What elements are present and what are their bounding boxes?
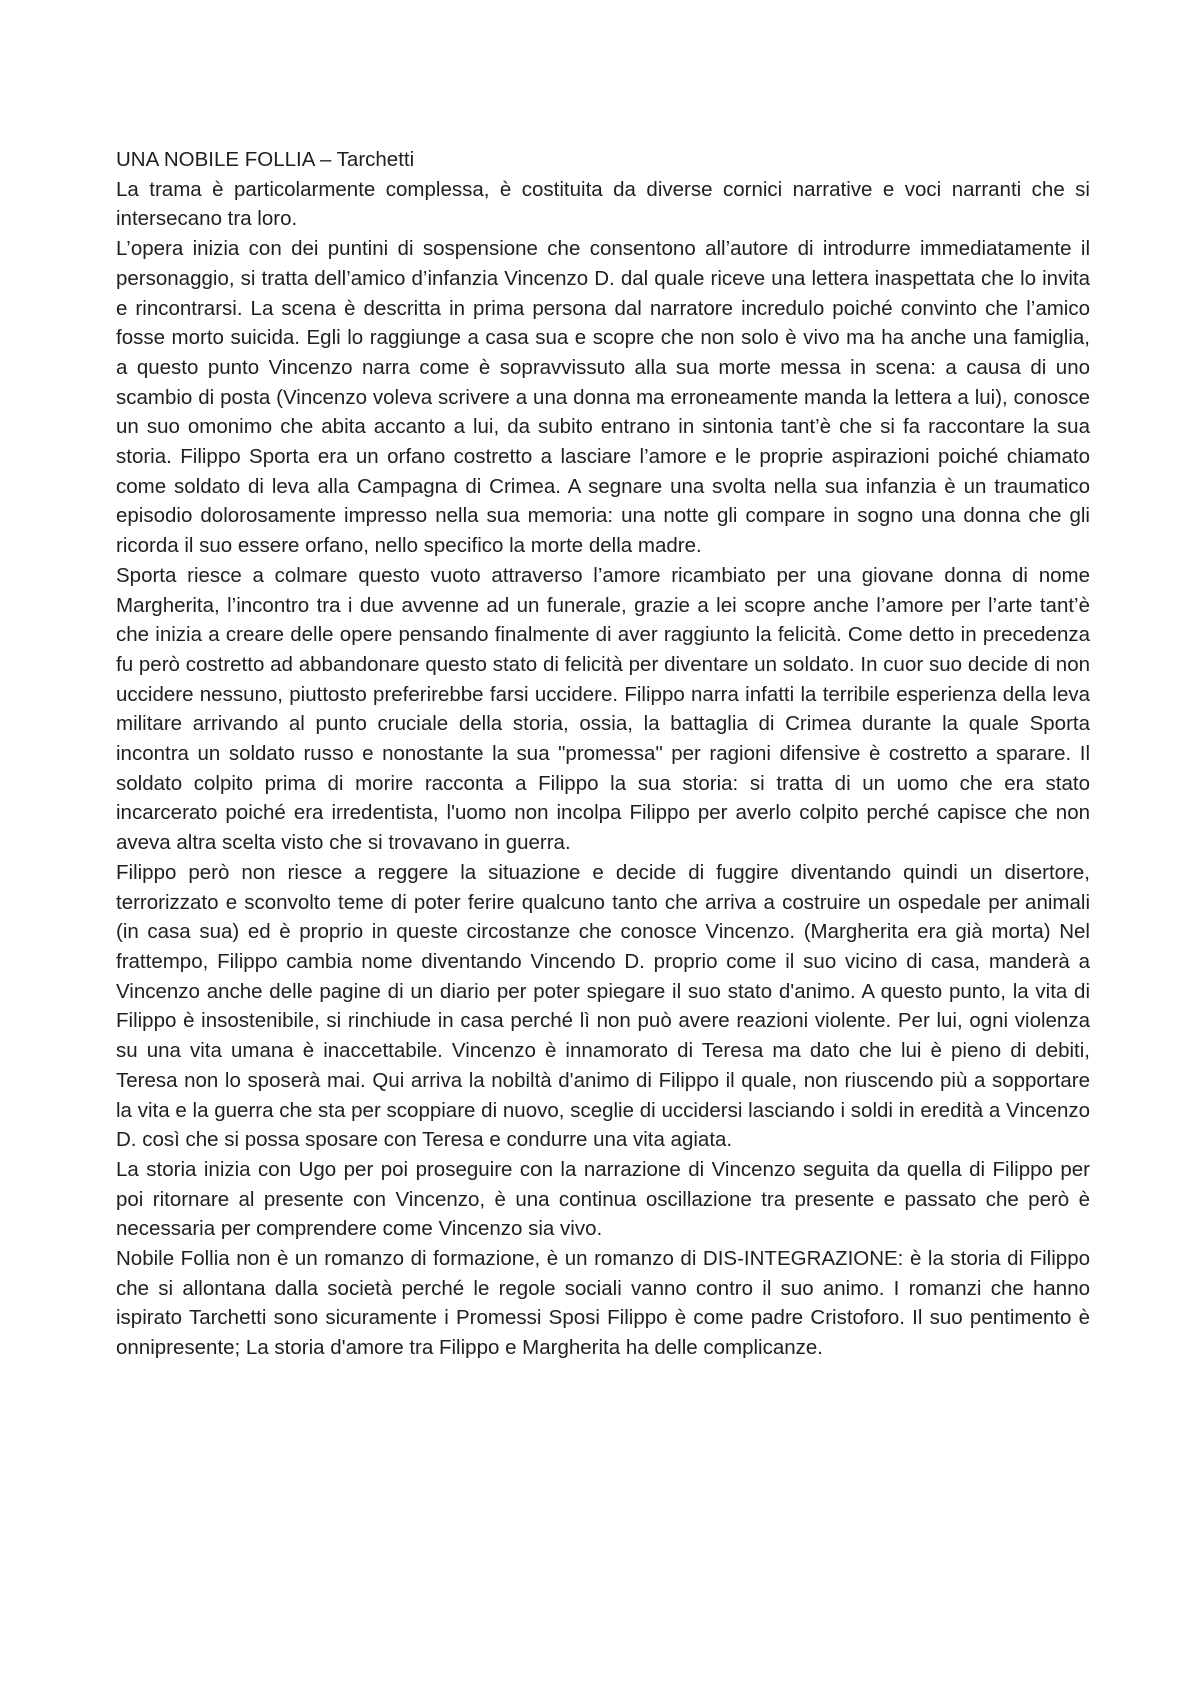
paragraph: Filippo però non riesce a reggere la situazione e decide di fuggire diventando quindi un disertore, terrorizzato e sconvolto teme di poter ferire qualcuno tanto che arriva a costruire un ospedale per animali (in casa sua) ed è proprio in queste circostanze che conosce Vincenzo. (Margherita era già morta) Nel frattempo, Filippo cambia nome diventando Vincendo D. proprio come il suo vicino di casa, manderà a Vincenzo anche delle pagine di un diario per poter spiegare il suo stato d'animo. A questo punto, la vita di Filippo è insostenibile, si rinchiude in casa perché lì non può avere reazioni violente. Per lui, ogni violenza su una vita umana è inaccettabile. Vincenzo è innamorato di Teresa ma dato che lui è pieno di debiti, Teresa non lo sposerà mai. Qui arriva la nobiltà d'animo di Filippo il quale, non riuscendo più a sopportare la vita e la guerra che sta per scoppiare di nuovo, sceglie di uccidersi lasciando i soldi in eredità a Vincenzo D. così che si possa sposare con Teresa e condurre una vita agiata. bbox=[116, 860, 1090, 1152]
paragraph: Nobile Follia non è un romanzo di formazione, è un romanzo di DIS-INTEGRAZIONE: è la storia di Filippo che si allontana dalla società perché le regole sociali vanno contro il suo animo. I romanzi che hanno ispirato Tarchetti sono sicuramente i Promessi Sposi Filippo è come padre Cristoforo. Il suo pentimento è onnipresente; La storia d'amore tra Filippo e Margherita ha delle complicanze. bbox=[116, 1247, 1090, 1360]
paragraph: L’opera inizia con dei puntini di sospensione che consentono all’autore di introdurre immediatamente il personaggio, si tratta dell’amico d’infanzia Vincenzo D. dal quale riceve una lettera inaspettata che lo invita e rincontrarsi. La scena è descritta in prima persona dal narratore incredulo poiché convinto che l’amico fosse morto suicida. Egli lo raggiunge a casa sua e scopre che non solo è vivo ma ha anche una famiglia, a questo punto Vincenzo narra come è sopravvissuto alla sua morte messa in scena: a causa di uno scambio di posta (Vincenzo voleva scrivere a una donna ma erroneamente manda la lettera a lui), conosce un suo omonimo che abita accanto a lui, da subito entrano in sintonia tant’è che si fa raccontare la sua storia. Filippo Sporta era un orfano costretto a lasciare l’amore e le proprie aspirazioni poiché chiamato come soldato di leva alla Campagna di Crimea. A segnare una svolta nella sua infanzia è un traumatico episodio dolorosamente impresso nella sua memoria: una notte gli compare in sogno una donna che gli ricorda il suo essere orfano, nello specifico la morte della madre. bbox=[116, 237, 1090, 558]
paragraph: Sporta riesce a colmare questo vuoto attraverso l’amore ricambiato per una giovane donna di nome Margherita, l’incontro tra i due avvenne ad un funerale, grazie a lei scopre anche l’amore per l’arte tant’è che inizia a creare delle opere pensando finalmente di aver raggiunto la felicità. Come detto in precedenza fu però costretto ad abbandonare questo stato di felicità per diventare un soldato. In cuor suo decide di non uccidere nessuno, piuttosto preferirebbe farsi uccidere. Filippo narra infatti la terribile esperienza della leva militare arrivando al punto cruciale della storia, ossia, la battaglia di Crimea durante la quale Sporta incontra un soldato russo e nonostante la sua "promessa" per ragioni difensive è costretto a sparare. Il soldato colpito prima di morire racconta a Filippo la sua storia: si tratta di un uomo che era stato incarcerato poiché era irredentista, l'uomo non incolpa Filippo per averlo colpito perché capisce che non aveva altra scelta visto che si trovavano in guerra. bbox=[116, 563, 1090, 855]
document-body bbox=[116, 145, 1090, 1363]
paragraph: La storia inizia con Ugo per poi proseguire con la narrazione di Vincenzo seguita da quella di Filippo per poi ritornare al presente con Vincenzo, è una continua oscillazione tra presente e passato che però è necessaria per comprendere come Vincenzo sia vivo. bbox=[116, 1157, 1090, 1241]
document-title: UNA NOBILE FOLLIA – Tarchetti bbox=[116, 148, 415, 171]
paragraph: La trama è particolarmente complessa, è costituita da diverse cornici narrative e voci narranti che si intersecano tra loro. bbox=[116, 177, 1090, 231]
